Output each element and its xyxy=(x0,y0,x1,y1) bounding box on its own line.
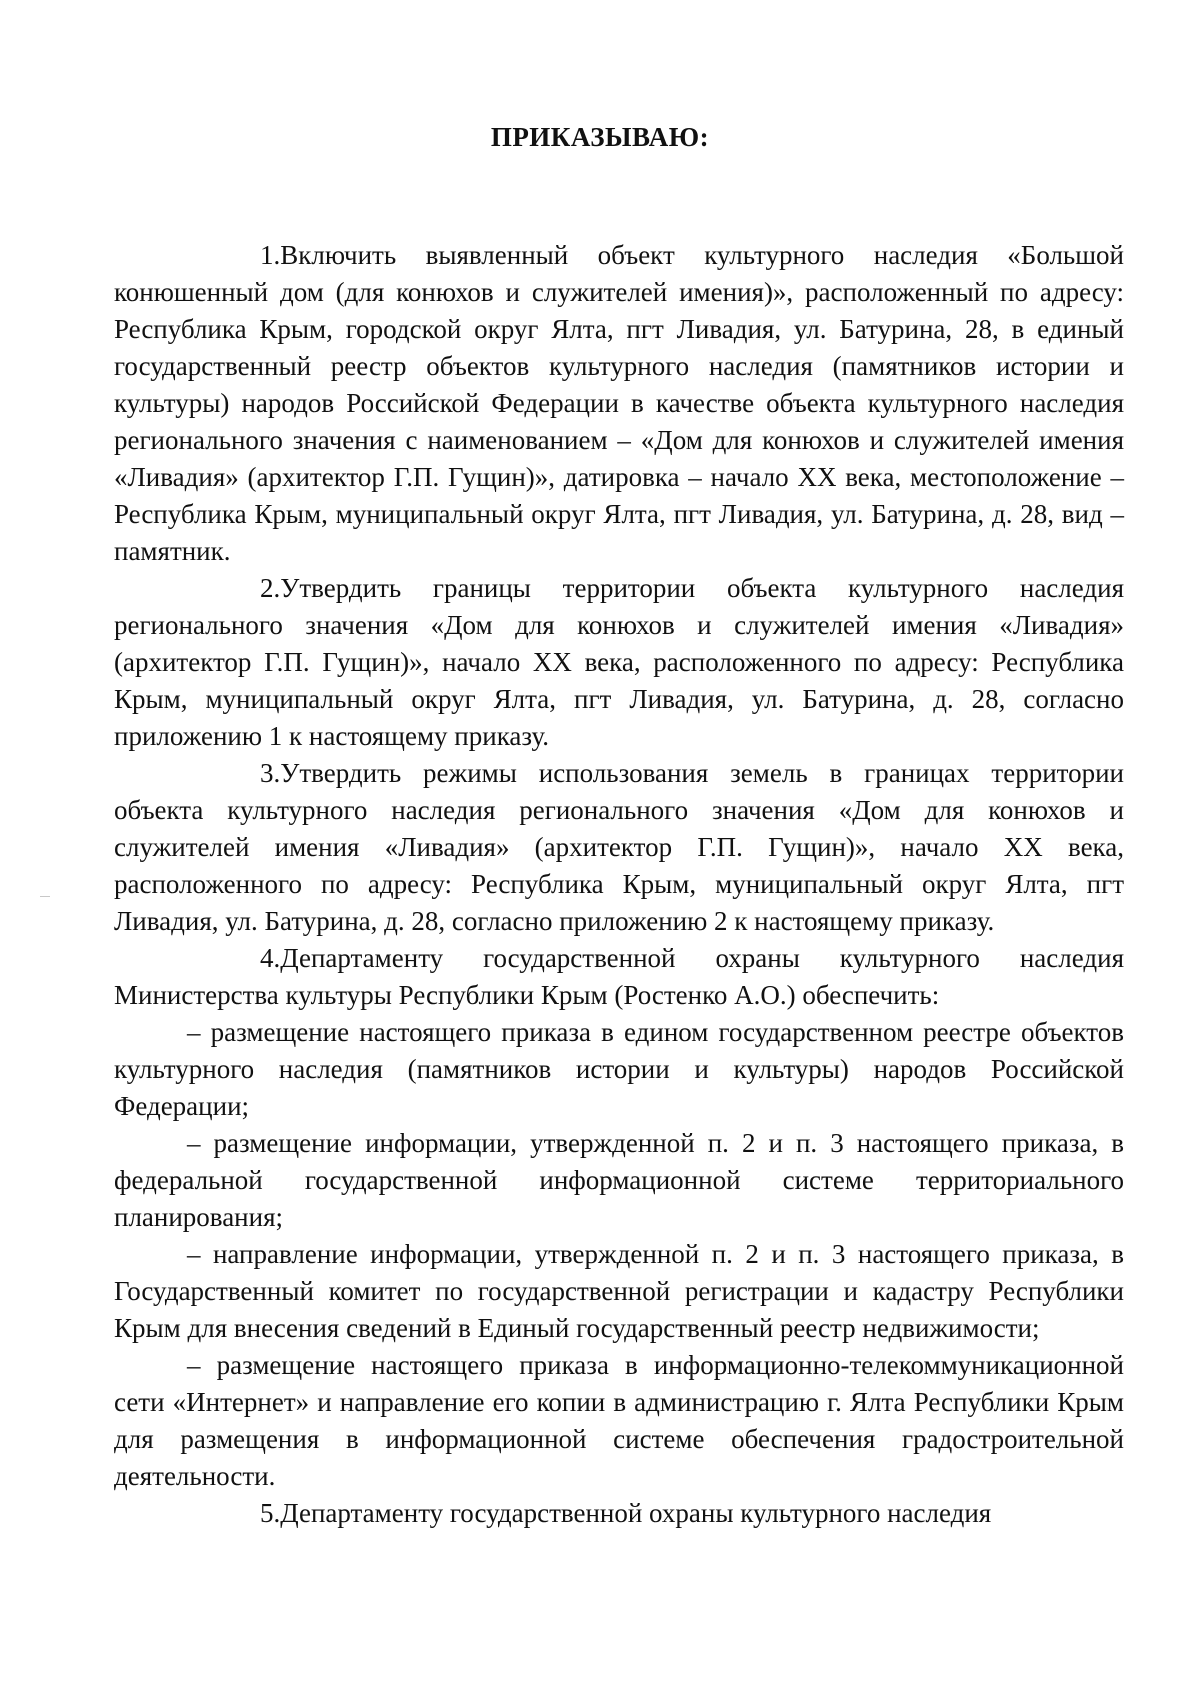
order-item-2 xyxy=(114,570,1124,755)
item-number: 1. xyxy=(260,240,281,270)
scan-margin-mark xyxy=(40,896,50,897)
item-text: Включить выявленный объект культурного наследия «Большой конюшенный дом (для конюхов и служителей имения)», расположенный по адресу: Республика Крым, городской округ Ялта, пгт Ливадия, ул. Батурина, 28, в единый государственный реестр объектов культурного наследия (памятников истории и культуры) народов Российской Федерации в качестве объекта культурного наследия регионального значения с наименованием – «Дом для конюхов и служителей имения «Ливадия» (архитектор Г.П. Гущин)», датировка – начало XX века, местоположение – Республика Крым, муниципальный округ Ялта, пгт Ливадия, ул. Батурина, д. 28, вид – памятник. xyxy=(114,240,1124,566)
order-heading: ПРИКАЗЫВАЮ: xyxy=(490,122,710,152)
item-text: Департаменту государственной охраны культурного наследия xyxy=(280,1498,992,1528)
order-item-4 xyxy=(114,940,1124,1014)
order-item-5 xyxy=(114,1495,1124,1532)
item-text: Утвердить режимы использования земель в границах территории объекта культурного наследия регионального значения «Дом для конюхов и служителей имения «Ливадия» (архитектор Г.П. Гущин)», начало XX века, расположенного по адресу: Республика Крым, муниципальный округ Ялта, пгт Ливадия, ул. Батурина, д. 28, согласно приложению 2 к настоящему приказу. xyxy=(114,758,1124,936)
order-body xyxy=(114,237,1124,1532)
order-item-3 xyxy=(114,755,1124,940)
item-number: 4. xyxy=(260,943,281,973)
item-text: Департаменту государственной охраны культурного наследия Министерства культуры Республики Крым (Ростенко А.О.) обеспечить: xyxy=(114,943,1124,1010)
item-number: 5. xyxy=(260,1498,281,1528)
item-number: 3. xyxy=(260,758,281,788)
order-subitem: – размещение настоящего приказа в информационно-телекоммуникационной сети «Интернет» и направление его копии в администрацию г. Ялта Республики Крым для размещения в информационной системе обеспечения градостроительной деятельности. xyxy=(114,1350,1124,1491)
order-item-1 xyxy=(114,237,1124,570)
order-subitem: – направление информации, утвержденной п. 2 и п. 3 настоящего приказа, в Государственный комитет по государственной регистрации и кадастру Республики Крым для внесения сведений в Единый государственный реестр недвижимости; xyxy=(114,1239,1124,1343)
item-number: 2. xyxy=(260,573,281,603)
order-subitem: – размещение информации, утвержденной п. 2 и п. 3 настоящего приказа, в федеральной государственной информационной системе территориального планирования; xyxy=(114,1128,1124,1232)
order-subitem: – размещение настоящего приказа в едином государственном реестре объектов культурного наследия (памятников истории и культуры) народов Российской Федерации; xyxy=(114,1017,1124,1121)
item-text: Утвердить границы территории объекта культурного наследия регионального значения «Дом для конюхов и служителей имения «Ливадия» (архитектор Г.П. Гущин)», начало XX века, расположенного по адресу: Республика Крым, муниципальный округ Ялта, пгт Ливадия, ул. Батурина, д. 28, согласно приложению 1 к настоящему приказу. xyxy=(114,573,1124,751)
